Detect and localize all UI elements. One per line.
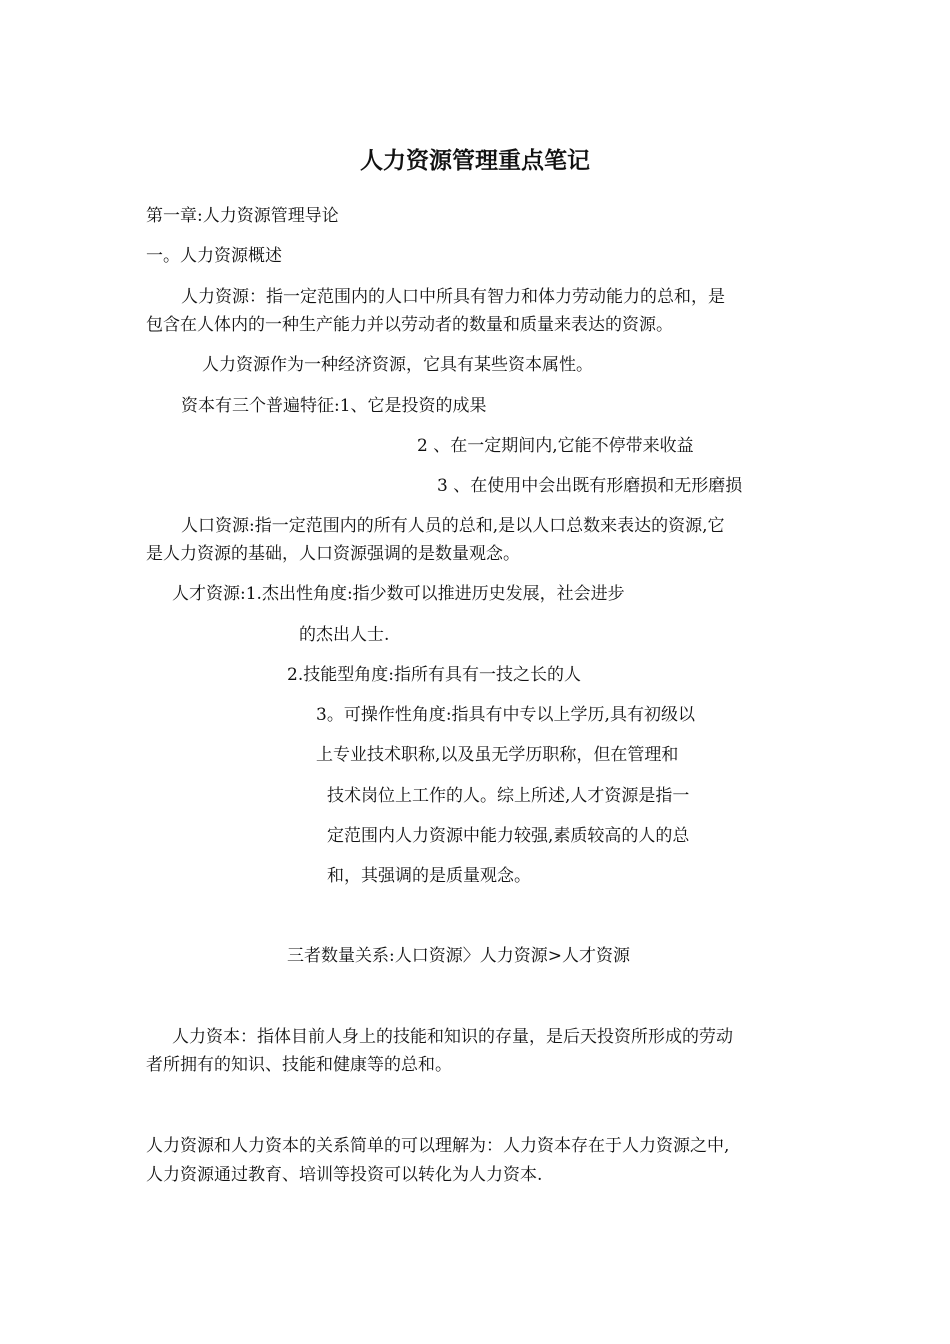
capital-feature-3: 3 、在使用中会出既有形磨损和无形磨损: [437, 476, 743, 496]
talent-resource-line-5: 上专业技术职称,以及虽无学历职称，但在管理和: [316, 745, 679, 765]
quantity-relation: 三者数量关系:人口资源〉人力资源>人才资源: [287, 946, 630, 966]
chapter-heading: 第一章:人力资源管理导论: [146, 206, 339, 226]
section-heading: 一。人力资源概述: [146, 246, 282, 266]
relationship-line-2: 人力资源通过教育、培训等投资可以转化为人力资本.: [146, 1165, 543, 1185]
human-capital-line-1: 人力资本：指体目前人身上的技能和知识的存量，是后天投资所形成的劳动: [172, 1027, 733, 1047]
document-title: 人力资源管理重点笔记: [360, 147, 590, 174]
talent-resource-line-8: 和，其强调的是质量观念。: [327, 866, 531, 886]
human-capital-line-2: 者所拥有的知识、技能和健康等的总和。: [146, 1055, 452, 1075]
capital-feature-1: 资本有三个普遍特征:1、它是投资的成果: [181, 396, 487, 416]
talent-resource-line-4: 3。可操作性角度:指具有中专以上学历,具有初级以: [316, 705, 695, 725]
talent-resource-line-2: 的杰出人士.: [299, 625, 390, 645]
talent-resource-line-6: 技术岗位上工作的人。综上所述,人才资源是指一: [327, 786, 690, 806]
population-resource-line-1: 人口资源:指一定范围内的所有人员的总和,是以人口总数来表达的资源,它: [181, 516, 725, 536]
hr-definition-line-1: 人力资源：指一定范围内的人口中所具有智力和体力劳动能力的总和，是: [181, 287, 725, 307]
population-resource-line-2: 是人力资源的基础，人口资源强调的是数量观念。: [146, 544, 520, 564]
talent-resource-line-7: 定范围内人力资源中能力较强,素质较高的人的总: [327, 826, 690, 846]
hr-economic-resource: 人力资源作为一种经济资源，它具有某些资本属性。: [202, 355, 593, 375]
relationship-line-1: 人力资源和人力资本的关系简单的可以理解为：人力资本存在于人力资源之中,: [146, 1136, 730, 1156]
talent-resource-line-3: 2.技能型角度:指所有具有一技之长的人: [287, 665, 581, 685]
talent-resource-line-1: 人才资源:1.杰出性角度:指少数可以推进历史发展，社会进步: [172, 584, 625, 604]
capital-feature-2: 2 、在一定期间内,它能不停带来收益: [417, 436, 694, 456]
hr-definition-line-2: 包含在人体内的一种生产能力并以劳动者的数量和质量来表达的资源。: [146, 315, 673, 335]
